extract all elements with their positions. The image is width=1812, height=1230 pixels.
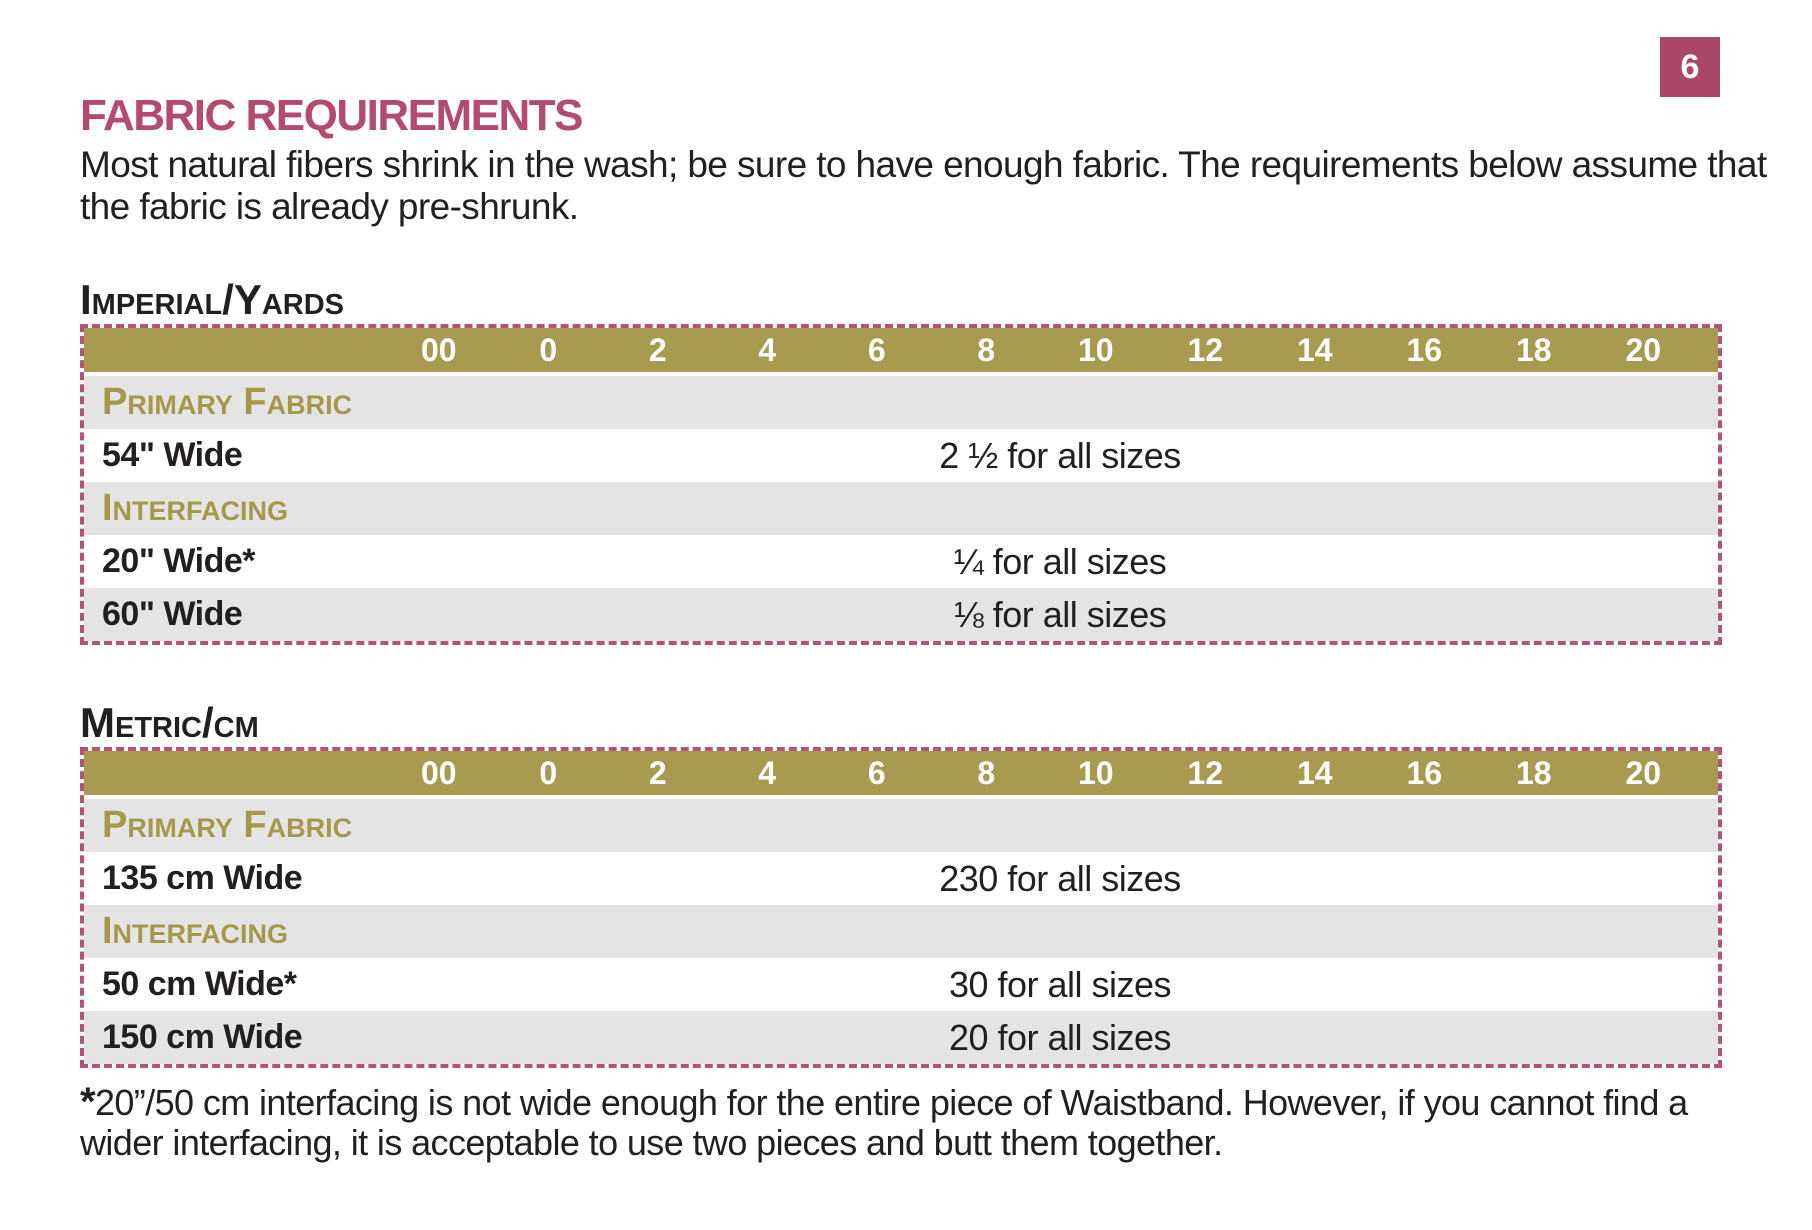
size-column-header: 2 bbox=[648, 331, 667, 368]
size-column-header: 00 bbox=[420, 331, 457, 368]
row-value: ¼ for all sizes bbox=[953, 540, 1167, 582]
intro-paragraph bbox=[80, 144, 1812, 228]
size-column-header: 16 bbox=[1406, 754, 1443, 791]
size-column-header: 20 bbox=[1625, 331, 1662, 368]
size-column-header: 12 bbox=[1187, 754, 1224, 791]
size-column-header: 10 bbox=[1077, 754, 1114, 791]
table-row bbox=[84, 958, 1718, 1011]
size-column-header: 4 bbox=[758, 331, 777, 368]
table-row bbox=[84, 852, 1718, 905]
row-value: 30 for all sizes bbox=[948, 963, 1172, 1005]
size-column-header: 8 bbox=[977, 331, 996, 368]
section-label: Interfacing bbox=[102, 910, 289, 952]
page-number: 6 bbox=[1680, 47, 1700, 86]
page-number-badge bbox=[1660, 37, 1720, 97]
imperial-size-header-row bbox=[84, 328, 1718, 372]
row-value: 2 ½ for all sizes bbox=[939, 434, 1181, 476]
table-row bbox=[84, 588, 1718, 641]
section-label: Primary Fabric bbox=[102, 381, 353, 423]
section-row-interfacing bbox=[84, 482, 1718, 535]
size-column-header: 2 bbox=[648, 754, 667, 791]
row-label: 20" Wide* bbox=[102, 542, 256, 580]
table-row bbox=[84, 535, 1718, 588]
size-column-header: 20 bbox=[1625, 754, 1662, 791]
table-row bbox=[84, 1011, 1718, 1064]
size-column-header: 6 bbox=[867, 754, 886, 791]
row-label: 135 cm Wide bbox=[102, 859, 303, 897]
imperial-fabric-table bbox=[80, 324, 1722, 645]
section-row-interfacing bbox=[84, 905, 1718, 958]
size-column-header: 10 bbox=[1077, 331, 1114, 368]
size-column-header: 0 bbox=[539, 331, 558, 368]
size-column-header: 18 bbox=[1515, 331, 1552, 368]
section-label: Primary Fabric bbox=[102, 804, 353, 846]
size-column-header: 14 bbox=[1296, 754, 1333, 791]
row-label: 150 cm Wide bbox=[102, 1018, 303, 1056]
size-column-header: 0 bbox=[539, 754, 558, 791]
row-value: 20 for all sizes bbox=[948, 1016, 1172, 1058]
row-label: 60" Wide bbox=[102, 595, 243, 633]
metric-table-heading: Metric/cm bbox=[80, 699, 259, 746]
size-column-header: 14 bbox=[1296, 331, 1333, 368]
row-label: 50 cm Wide* bbox=[102, 965, 297, 1003]
size-column-header: 12 bbox=[1187, 331, 1224, 368]
footnote-asterisk: * bbox=[80, 1080, 95, 1124]
footnote bbox=[80, 1082, 1812, 1163]
size-column-header: 00 bbox=[420, 754, 457, 791]
imperial-table-heading: Imperial/Yards bbox=[80, 276, 345, 323]
metric-size-header-row bbox=[84, 751, 1718, 795]
footnote-line: 20”/50 cm interfacing is not wide enough for the entire piece of Waistband. However, if you cannot find a bbox=[94, 1082, 1688, 1123]
size-column-header: 6 bbox=[867, 331, 886, 368]
intro-line: the fabric is already pre-shrunk. bbox=[80, 186, 579, 227]
footnote-line: wider interfacing, it is acceptable to use two pieces and butt them together. bbox=[80, 1122, 1223, 1163]
row-value: ⅛ for all sizes bbox=[953, 593, 1167, 635]
page-title: FABRIC REQUIREMENTS bbox=[80, 91, 582, 140]
size-column-header: 8 bbox=[977, 754, 996, 791]
size-column-header: 18 bbox=[1515, 754, 1552, 791]
metric-fabric-table bbox=[80, 747, 1722, 1068]
section-row-primary-fabric bbox=[84, 799, 1718, 852]
section-row-primary-fabric bbox=[84, 376, 1718, 429]
size-column-header: 16 bbox=[1406, 331, 1443, 368]
row-label: 54" Wide bbox=[102, 436, 243, 474]
table-row bbox=[84, 429, 1718, 482]
intro-line: Most natural fibers shrink in the wash; be sure to have enough fabric. The requirements below assume that bbox=[80, 144, 1767, 185]
section-label: Interfacing bbox=[102, 487, 289, 529]
row-value: 230 for all sizes bbox=[939, 857, 1181, 899]
size-column-header: 4 bbox=[758, 754, 777, 791]
